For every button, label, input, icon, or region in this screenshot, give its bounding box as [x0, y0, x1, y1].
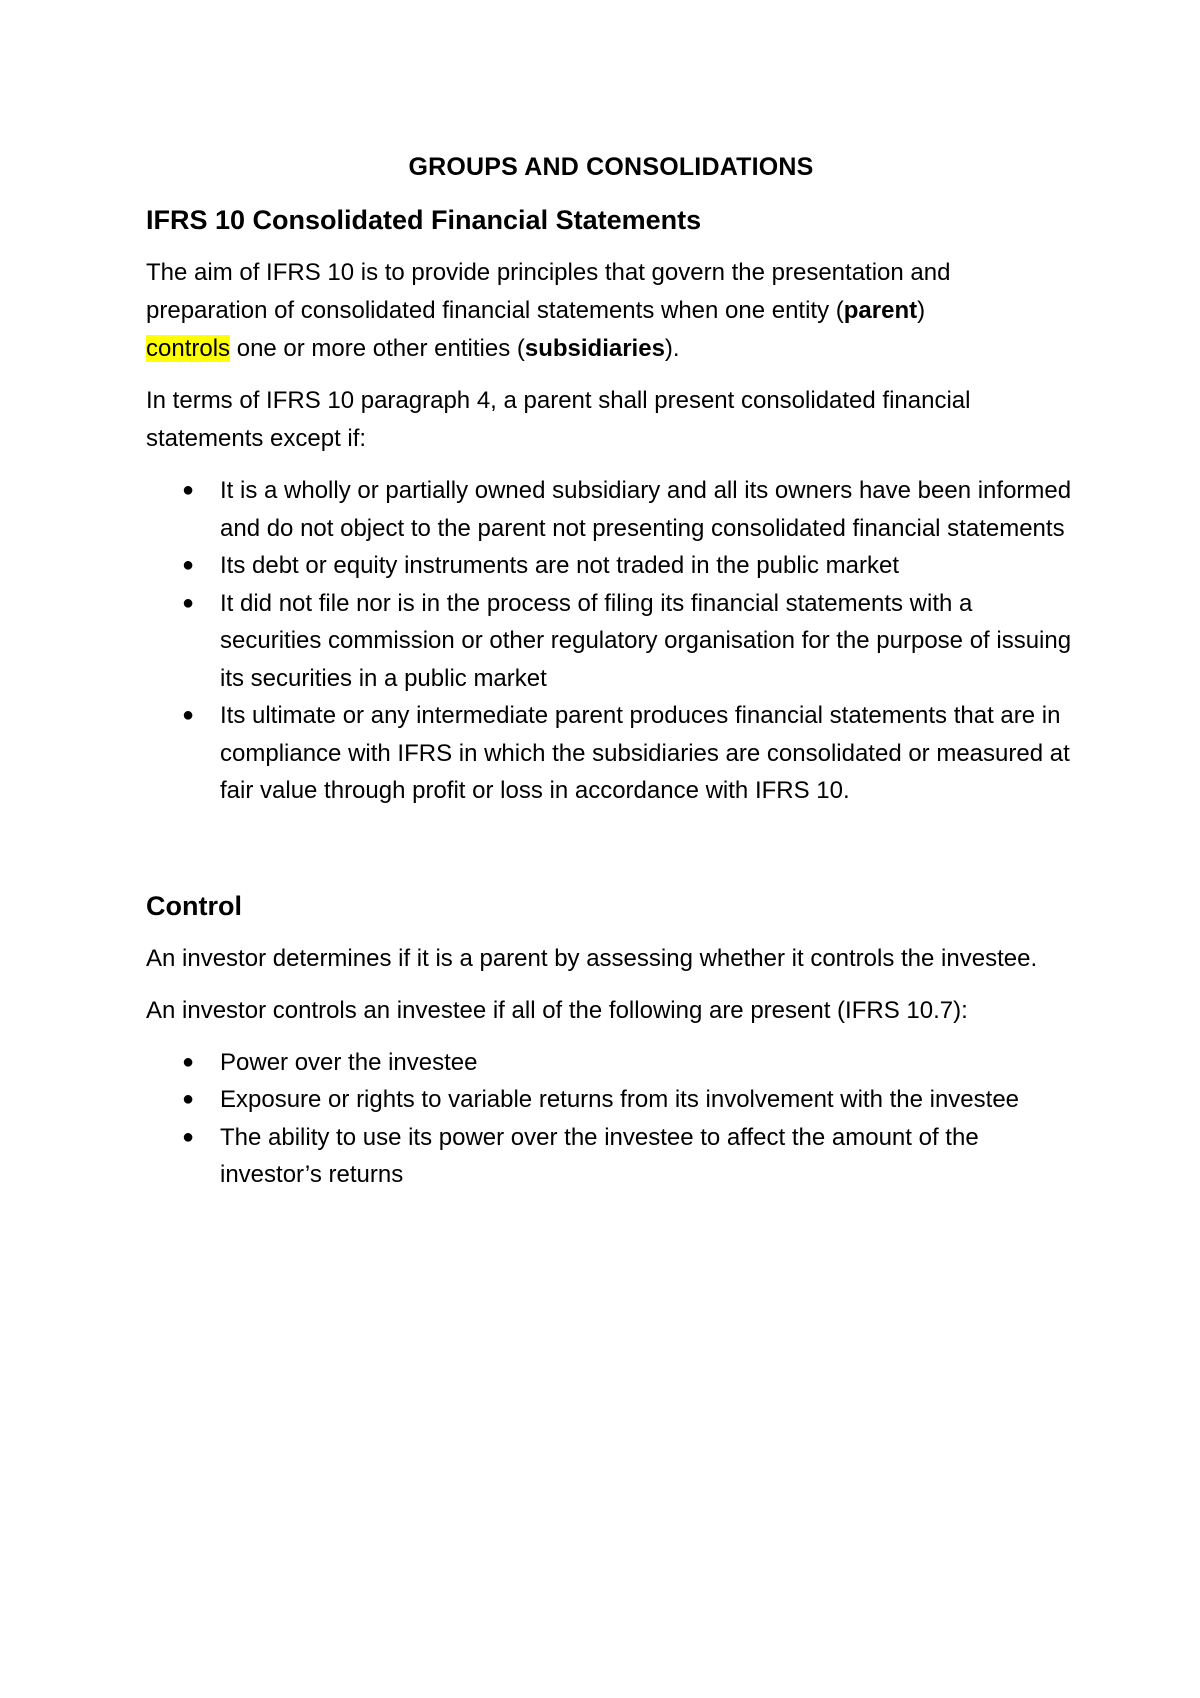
bullet-icon: ●	[182, 479, 195, 501]
bullet-icon: ●	[182, 591, 195, 614]
list-item-text: The ability to use its power over the investee to affect the amount of the investor’s returns	[220, 1123, 979, 1188]
bullet-icon: ●	[182, 1125, 195, 1148]
exemption-list	[146, 472, 1076, 810]
aim-highlight-controls: controls	[146, 335, 231, 362]
aim-text-part3: one or more other entities (	[230, 335, 525, 362]
document-content	[146, 150, 1076, 1194]
control-criteria-list	[146, 1044, 1076, 1194]
section-spacer	[146, 810, 1076, 888]
section-heading-ifrs10: IFRS 10 Consolidated Financial Statements	[146, 205, 702, 235]
control-paragraph-1: An investor determines if it is a parent by assessing whether it controls the investee.	[146, 944, 1038, 972]
bullet-icon: ●	[182, 554, 195, 576]
aim-text-part2: )	[917, 297, 926, 324]
aim-term-subsidiaries: subsidiaries	[524, 335, 665, 362]
document-title: GROUPS AND CONSOLIDATIONS	[408, 153, 814, 181]
list-item	[146, 472, 1076, 547]
list-item-text: It did not file nor is in the process of filing its financial statements with a securities commission or other regulatory organisation for the purpose of issuing its securities in a public market	[220, 589, 1072, 692]
list-item	[146, 1044, 1076, 1082]
list-item-text: Its ultimate or any intermediate parent produces financial statements that are in compliance with IFRS in which the subsidiaries are consolidated or measured at fair value through profit or loss in accordance with IFRS 10.	[220, 702, 1070, 804]
list-item	[146, 585, 1076, 698]
bullet-icon: ●	[182, 704, 195, 726]
list-item-text: It is a wholly or partially owned subsidiary and all its owners have been informed and do not object to the parent not presenting consolidated financial statements	[220, 477, 1072, 542]
control-paragraph-2: An investor controls an investee if all of the following are present (IFRS 10.7):	[146, 996, 968, 1024]
list-item-text: Its debt or equity instruments are not traded in the public market	[220, 552, 900, 579]
bullet-icon: ●	[182, 1050, 195, 1073]
list-item-text: Exposure or rights to variable returns from its involvement with the investee	[220, 1086, 1020, 1113]
aim-text-part1: The aim of IFRS 10 is to provide principles that govern the presentation and preparation of consolidated financial statements when one entity (	[146, 259, 951, 324]
aim-text-part4: ).	[664, 335, 680, 362]
aim-term-parent: parent	[843, 297, 918, 324]
list-item	[146, 697, 1076, 810]
list-item	[146, 1119, 1076, 1194]
list-item	[146, 1081, 1076, 1119]
bullet-icon: ●	[182, 1088, 195, 1110]
list-item-text: Power over the investee	[220, 1048, 478, 1076]
intro-paragraph: In terms of IFRS 10 paragraph 4, a parent shall present consolidated financial statements except if:	[146, 387, 971, 452]
aim-paragraph	[146, 254, 1076, 368]
section-heading-control: Control	[146, 890, 242, 921]
list-item	[146, 547, 1076, 585]
